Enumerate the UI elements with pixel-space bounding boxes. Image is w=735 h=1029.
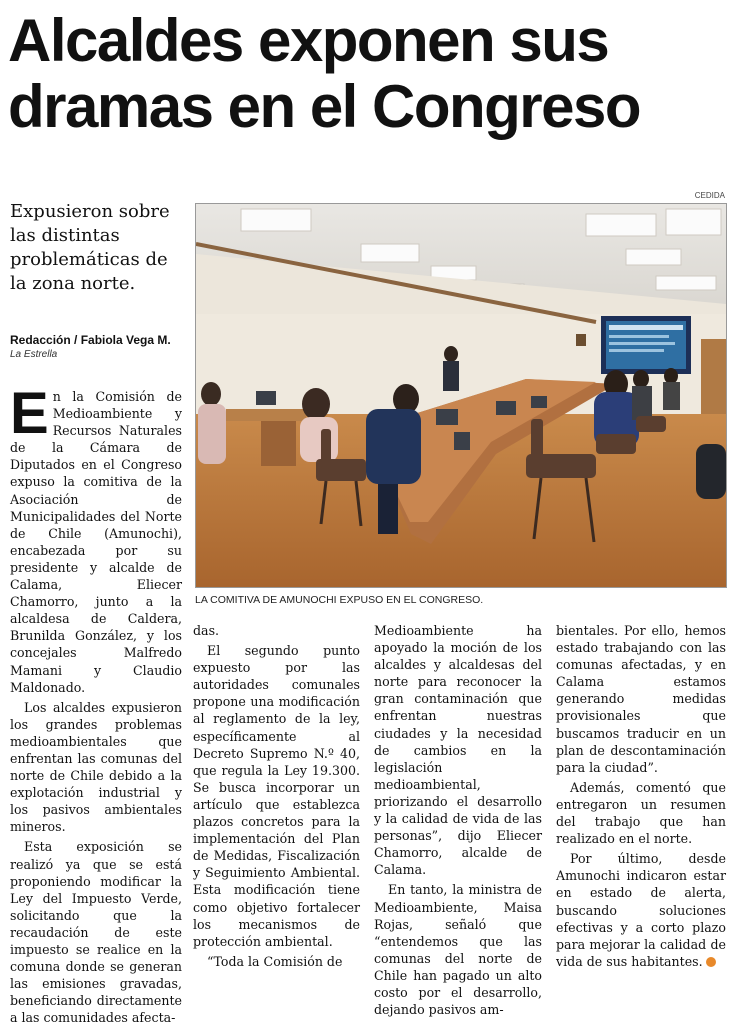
- paragraph-4: El segundo punto expuesto por las autoridades comunales propone una modificación al reglamento de la ley, específicamente al Decreto Supremo N.º 40, que regula la Ley 19.300. Se busca incorporar un artículo que establezca plazos concretos para la implementación del Plan de Medidas, Fiscalización y Seguimiento Ambiental. Esta modificación tiene como objetivo fortalecer los mecanismos de protección ambiental.: [193, 643, 360, 949]
- article-column-3: [374, 622, 542, 1021]
- article-photo: [195, 203, 727, 588]
- byline: Redacción / Fabiola Vega M.: [10, 333, 171, 347]
- paragraph-5: “Toda la Comisión de: [207, 953, 343, 969]
- paragraph-6: En tanto, la ministra de Medioambiente, Maisa Rojas, señaló que “entendemos que las comunas del norte de Chile han pagado un alto costo por el desarrollo, dejando pasivos am-: [374, 882, 542, 1018]
- drop-cap: E: [10, 381, 49, 446]
- paragraph-2: Los alcaldes expusieron los grandes problemas medioambientales que enfrentan las comunas del norte de Chile debido a la explotación industrial y los pasivos ambientales mineros.: [10, 699, 182, 835]
- paragraph-7: Además, comentó que entregaron un resumen del trabajo que han realizado en el norte.: [556, 779, 726, 847]
- paragraph-8-text: Por último, desde Amunochi indicaron estar en estado de alerta, buscando soluciones efectivas y a corto plazo para mejorar la calidad de vida de sus habitantes.: [556, 851, 726, 969]
- headline: Alcaldes exponen sus dramas en el Congreso: [8, 7, 641, 140]
- paragraph-1: [10, 381, 182, 696]
- paragraph-3-end: das.: [193, 623, 220, 638]
- paragraph-1-text: n la Comisión de Medioambiente y Recursos Naturales de la Cámara de Diputados en el Congreso expuso la comitiva de la Asociación de Municipalidades del Norte de Chile (Amunochi), encabezada por su presidente y alcalde de Calama, Eliecer Chamorro, junto a la alcaldesa de Caldera, Brunilda González, y los concejales Malfredo Mamani y Claudio Maldonado.: [10, 389, 182, 695]
- paragraph-3: Esta exposición se realizó ya que se está proponiendo modificar la Ley del Impuesto Verde, solicitando que la recaudación de este impuesto se realice en la comuna donde se generan las emisiones gravadas, beneficiando directamente a las comunidades afecta-: [10, 839, 182, 1026]
- subheadline: Expusieron sobre las distintas problemáticas de la zona norte.: [10, 201, 170, 294]
- end-of-article-icon: [706, 957, 716, 967]
- paragraph-6-end: bientales. Por ello, hemos estado trabajando con las comunas afectadas, y en Calama estamos generando medidas provisionales que buscamos traducir en un plan de descontaminación para la ciudad”.: [556, 623, 726, 775]
- article-column-4: [556, 622, 726, 973]
- photo-credit: CEDIDA: [694, 191, 725, 200]
- photo-caption: LA COMITIVA DE AMUNOCHI EXPUSO EN EL CONGRESO.: [195, 594, 484, 606]
- paragraph-8: [556, 850, 726, 970]
- paragraph-5-end: Medioambiente ha apoyado la moción de los alcaldes y alcaldesas del norte para reconocer la gran contaminación que enfrentan nuestras ciudades y la necesidad de cambios en la legislación medioambiental, priorizando el desarrollo y la calidad de vida de las personas”, dijo Eliecer Chamorro, alcalde de Calama.: [374, 623, 542, 878]
- article-column-1: [10, 381, 182, 1029]
- publication-name: La Estrella: [10, 349, 58, 360]
- article-column-2: [193, 622, 360, 973]
